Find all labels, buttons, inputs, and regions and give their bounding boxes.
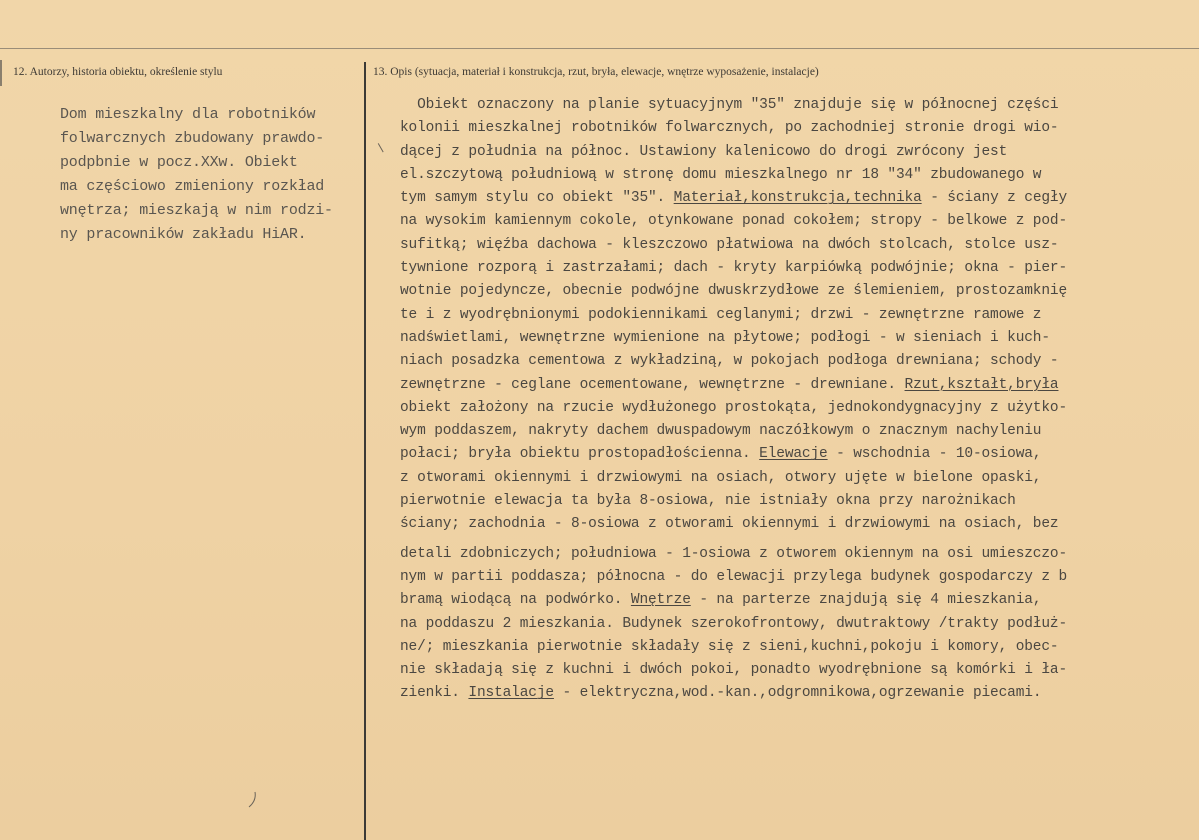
text-line — [400, 257, 1199, 280]
text-line: wnętrza; mieszkają w nim rodzi- — [60, 202, 333, 219]
text-segment: na wysokim kamiennym cokole, otynkowane ponad cokołem; stropy - belkowe z pod- — [400, 213, 1068, 230]
section-13-text — [400, 94, 1199, 706]
pencil-scribble — [246, 790, 260, 810]
text-line — [400, 513, 1199, 536]
text-line — [400, 490, 1199, 513]
text-line: Dom mieszkalny dla robotników — [60, 106, 316, 123]
text-segment: Obiekt oznaczony na planie sytuacyjnym "35" znajduje się w północnej części — [400, 97, 1059, 113]
text-segment: kolonii mieszkalnej robotników folwarcznych, po zachodniej stronie drogi wio- — [400, 120, 1059, 137]
section-heading: Instalacje — [468, 685, 554, 702]
text-line — [400, 420, 1199, 443]
text-line — [400, 164, 1199, 187]
text-line — [400, 543, 1199, 566]
column-divider — [364, 62, 366, 840]
text-segment: wym poddaszem, nakryty dachem dwuspadowym naczółkowym o znacznym nachyleniu — [400, 423, 1042, 440]
text-line — [400, 210, 1199, 233]
section-heading: Wnętrze — [630, 592, 691, 609]
text-line — [400, 467, 1199, 490]
text-segment: ściany; zachodnia - 8-osiowa z otworami okiennymi i drzwiowymi na osiach, bez — [400, 516, 1059, 533]
text-line: podpbnie w pocz.XXw. Obiekt — [60, 154, 298, 171]
text-segment: na poddaszu 2 mieszkania. Budynek szerokofrontowy, dwutraktowy /trakty podłuż- — [400, 615, 1068, 632]
text-line: ny pracowników zakładu HiAR. — [60, 226, 307, 243]
section-12-text — [60, 103, 360, 247]
text-line — [400, 636, 1199, 659]
text-segment: zienki. — [400, 685, 469, 702]
text-segment: nie składają się z kuchni i dwóch pokoi, ponadto wyodrębnione są komórki i ła- — [400, 662, 1068, 679]
text-line — [400, 613, 1199, 636]
pencil-mark — [378, 142, 386, 153]
text-line — [400, 280, 1199, 303]
text-segment: nadświetlami, wewnętrzne wymienione na płytowe; podłogi - w sieniach i kuch- — [400, 329, 1050, 346]
text-line — [400, 374, 1199, 397]
text-line — [400, 350, 1199, 373]
section-12-header: 12. Autorzy, historia obiektu, określenie stylu — [13, 66, 223, 78]
text-line — [400, 304, 1199, 327]
text-line: folwarcznych zbudowany prawdo- — [60, 130, 325, 147]
text-segment: z otworami okiennymi i drzwiowymi na osiach, otwory ujęte w bielone opaski, — [400, 469, 1042, 486]
text-segment: tym samym stylu co obiekt "35". — [400, 190, 674, 207]
text-line — [400, 94, 1199, 117]
top-rule — [0, 48, 1199, 49]
section-heading: Materiał,konstrukcja,technika — [673, 190, 922, 207]
text-line — [400, 141, 1199, 164]
text-segment: niach posadzka cementowa z wykładziną, w pokojach podłoga drewniana; schody - — [400, 353, 1059, 370]
text-segment: - wschodnia - 10-osiowa, — [827, 446, 1042, 463]
text-line — [400, 327, 1199, 350]
text-segment: sufitką; więźba dachowa - kleszczowo płatwiowa na dwóch stolcach, stolce usz- — [400, 236, 1059, 253]
text-segment: obiekt założony na rzucie wydłużonego prostokąta, jednokondygnacyjny z użytko- — [400, 399, 1068, 416]
text-line — [400, 566, 1199, 589]
text-segment: połaci; bryła obiektu prostopadłościenna. — [400, 446, 760, 463]
text-segment: - elektryczna,wod.-kan.,odgromnikowa,ogrzewanie piecami. — [553, 685, 1042, 702]
section-13-header: 13. Opis (sytuacja, materiał i konstrukcja, rzut, bryła, elewacje, wnętrze wyposażenie, instalacje) — [373, 66, 819, 78]
text-line — [400, 187, 1199, 210]
text-segment: tywnione rozporą i zastrzałami; dach - kryty karpiówką podwójnie; okna - pier- — [400, 260, 1068, 277]
text-line — [400, 397, 1199, 420]
text-segment: ne/; mieszkania pierwotnie składały się z sieni,kuchni,pokoju i komory, obec- — [400, 638, 1059, 655]
text-segment: nym w partii poddasza; północna - do elewacji przylega budynek gospodarczy z b — [400, 568, 1068, 585]
text-segment: - ściany z cegły — [921, 190, 1068, 207]
text-segment: pierwotnie elewacja ta była 8-osiowa, nie istniały okna przy narożnikach — [400, 493, 1016, 510]
text-segment: wotnie pojedyncze, obecnie podwójne dwuskrzydłowe ze ślemieniem, prostozamknię — [400, 283, 1068, 300]
text-line — [400, 589, 1199, 612]
text-line — [400, 234, 1199, 257]
text-segment: bramą wiodącą na podwórko. — [400, 592, 631, 609]
text-segment: - na parterze znajdują się 4 mieszkania, — [690, 592, 1042, 609]
text-line — [400, 659, 1199, 682]
text-line — [400, 117, 1199, 140]
text-segment: el.szczytową południową w stronę domu mieszkalnego nr 18 "34" zbudowanego w — [400, 166, 1042, 183]
text-segment: zewnętrzne - ceglane ocementowane, wewnętrzne - drewniane. — [400, 376, 905, 393]
text-line — [400, 443, 1199, 466]
left-edge-mark — [0, 60, 2, 86]
text-line: ma częściowo zmieniony rozkład — [60, 178, 325, 195]
text-segment: detali zdobniczych; południowa - 1-osiowa z otworem okiennym na osi umieszczo- — [400, 545, 1068, 562]
text-line — [400, 682, 1199, 705]
text-segment: dącej z południa na północ. Ustawiony kalenicowo do drogi zwrócony jest — [400, 143, 1008, 160]
section-heading: Rzut,kształt,bryła — [904, 376, 1059, 393]
text-segment: te i z wyodrębnionymi podokiennikami ceglanymi; drzwi - zewnętrzne ramowe z — [400, 306, 1042, 323]
section-heading: Elewacje — [759, 446, 828, 463]
